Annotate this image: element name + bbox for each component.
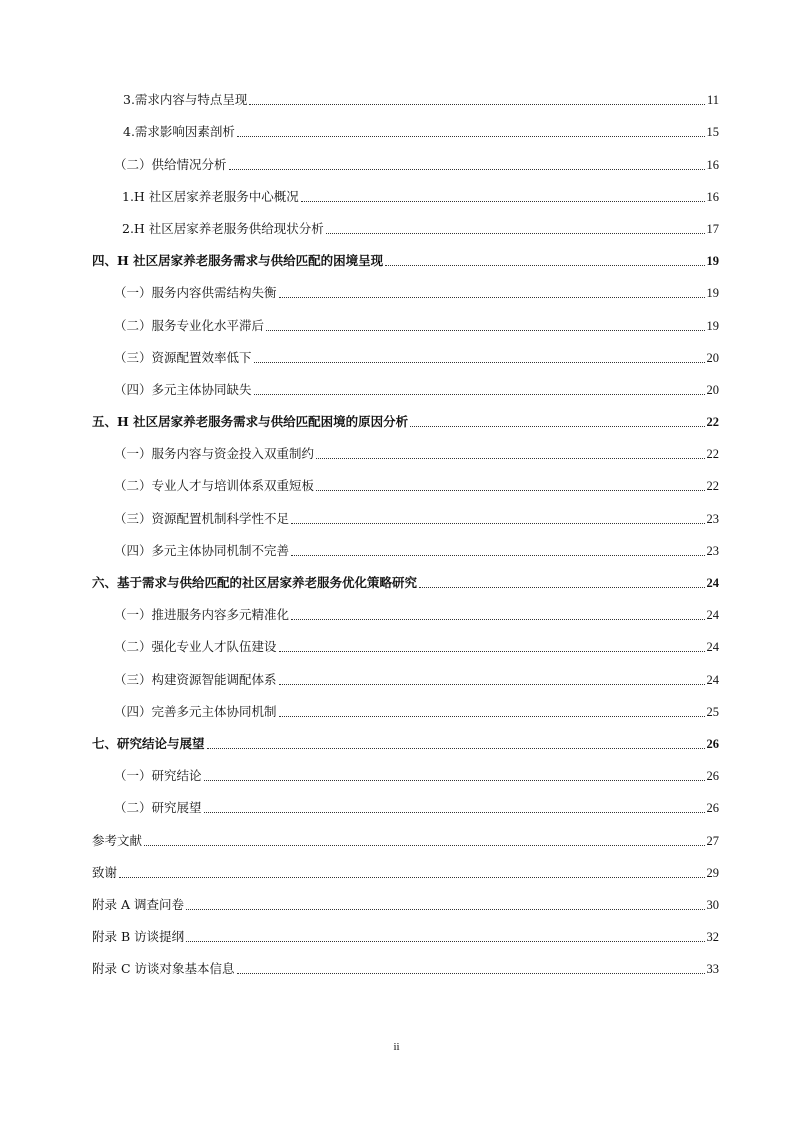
toc-entry-page-number: 24 [706,576,719,590]
toc-entry[interactable] [92,655,719,687]
toc-entry[interactable] [92,816,719,848]
toc-dot-leader [279,650,705,652]
toc-entry-page-number: 24 [706,640,719,655]
toc-entry-page-number: 23 [706,511,719,526]
toc-entry[interactable] [92,430,719,462]
toc-entry[interactable] [92,462,719,494]
toc-entry-title: 七、研究结论与展望 [92,735,205,751]
toc-entry-title: （二）专业人才与培训体系双重短板 [114,478,315,494]
toc-entry-title: 4.需求影响因素剖析 [123,124,235,140]
toc-entry-title: （一）服务内容与资金投入双重制约 [114,446,315,462]
toc-entry[interactable] [92,205,719,237]
toc-entry-title: （四）多元主体协同机制不完善 [114,542,290,558]
toc-dot-leader [326,232,705,234]
toc-entry-page-number: 26 [706,769,719,784]
toc-entry-title: 2.H 社区居家养老服务供给现状分析 [122,220,324,236]
toc-entry-page-number: 30 [706,897,719,912]
toc-entry-page-number: 23 [706,543,719,558]
toc-entry-title: （四）完善多元主体协同机制 [114,703,277,719]
toc-entry-page-number: 19 [706,286,719,301]
page-number: ii [393,1041,400,1053]
toc-entry[interactable] [92,334,719,366]
toc-entry-page-number: 16 [706,189,719,204]
toc-dot-leader [279,296,705,298]
table-of-contents [92,76,719,977]
toc-entry-title: 3.需求内容与特点呈现 [123,92,248,108]
toc-dot-leader [410,425,704,427]
toc-dot-leader [291,618,704,620]
toc-entry[interactable] [92,366,719,398]
toc-dot-leader [186,908,705,910]
toc-dot-leader [144,844,704,846]
toc-entry-title: （四）多元主体协同缺失 [114,381,252,397]
toc-entry-page-number: 25 [706,704,719,719]
toc-dot-leader [204,811,705,813]
toc-entry-page-number: 24 [706,672,719,687]
toc-dot-leader [279,715,705,717]
toc-entry-title: （二）研究展望 [114,800,202,816]
toc-dot-leader [316,489,704,491]
toc-entry-title: 1.H 社区居家养老服务中心概况 [122,188,299,204]
toc-entry-page-number: 27 [706,833,719,848]
toc-entry[interactable] [92,269,719,301]
toc-entry[interactable] [92,76,719,108]
toc-entry-page-number: 33 [706,962,719,977]
toc-entry[interactable] [92,237,719,269]
toc-entry-page-number: 22 [706,415,719,430]
toc-dot-leader [229,168,705,170]
toc-entry-page-number: 15 [706,125,719,140]
toc-entry-title: （二）强化专业人才队伍建设 [114,639,277,655]
toc-dot-leader [316,457,704,459]
toc-entry-title: 参考文献 [92,832,143,848]
toc-entry-title: 六、基于需求与供给匹配的社区居家养老服务优化策略研究 [92,575,418,590]
toc-entry[interactable] [92,591,719,623]
toc-entry-title: （二）供给情况分析 [114,156,227,172]
toc-entry-page-number: 11 [706,93,719,108]
toc-dot-leader [279,683,705,685]
toc-entry-page-number: 26 [706,801,719,816]
toc-entry-page-number: 19 [706,254,719,269]
toc-entry[interactable] [92,527,719,559]
toc-dot-leader [249,103,705,105]
toc-entry[interactable] [92,173,719,205]
toc-entry-page-number: 20 [706,350,719,365]
toc-dot-leader [266,329,704,331]
toc-dot-leader [204,779,705,781]
toc-entry-title: （三）资源配置机制科学性不足 [114,510,290,526]
toc-entry-title: （一）研究结论 [114,768,202,784]
toc-dot-leader [186,940,704,942]
toc-dot-leader [254,361,705,363]
toc-entry-page-number: 26 [706,736,719,751]
toc-entry[interactable] [92,752,719,784]
toc-entry[interactable] [92,688,719,720]
toc-entry-title: 五、H 社区居家养老服务需求与供给匹配困境的原因分析 [92,414,409,430]
toc-entry[interactable] [92,913,719,945]
toc-entry-page-number: 29 [706,865,719,880]
toc-entry-title: 致谢 [92,864,118,880]
toc-entry[interactable] [92,108,719,140]
toc-entry-page-number: 24 [706,608,719,623]
toc-entry-page-number: 22 [706,479,719,494]
toc-entry[interactable] [92,398,719,430]
toc-dot-leader [237,135,705,137]
toc-entry[interactable] [92,945,719,977]
toc-dot-leader [254,393,705,395]
toc-entry[interactable] [92,784,719,816]
toc-entry-title: （二）服务专业化水平滞后 [114,317,265,333]
toc-entry[interactable] [92,140,719,172]
toc-dot-leader [291,522,704,524]
toc-dot-leader [301,200,705,202]
toc-entry-page-number: 16 [706,157,719,172]
toc-entry[interactable] [92,559,719,591]
toc-dot-leader [291,554,704,556]
toc-entry[interactable] [92,881,719,913]
toc-dot-leader [385,264,704,266]
toc-entry-title: 附录 A 调查问卷 [92,896,184,912]
toc-dot-leader [237,972,705,974]
toc-entry-title: 四、H 社区居家养老服务需求与供给匹配的困境呈现 [92,253,384,269]
toc-entry-title: （三）资源配置效率低下 [114,349,252,365]
toc-entry-title: （三）构建资源智能调配体系 [114,671,277,687]
toc-entry[interactable] [92,720,719,752]
toc-entry-title: （一）推进服务内容多元精准化 [114,607,290,623]
toc-entry-page-number: 17 [706,221,719,236]
toc-dot-leader [207,747,705,749]
toc-entry-page-number: 20 [706,382,719,397]
toc-entry[interactable] [92,301,719,333]
toc-entry-title: 附录 C 访谈对象基本信息 [92,961,235,977]
toc-entry[interactable] [92,623,719,655]
toc-entry[interactable] [92,849,719,881]
toc-entry-title: （一）服务内容供需结构失衡 [114,285,277,301]
toc-dot-leader [119,876,704,878]
toc-entry-page-number: 32 [706,930,719,945]
toc-entry[interactable] [92,494,719,526]
toc-dot-leader [419,586,704,588]
toc-entry-page-number: 19 [706,318,719,333]
toc-entry-title: 附录 B 访谈提纲 [92,929,185,945]
toc-entry-page-number: 22 [706,447,719,462]
